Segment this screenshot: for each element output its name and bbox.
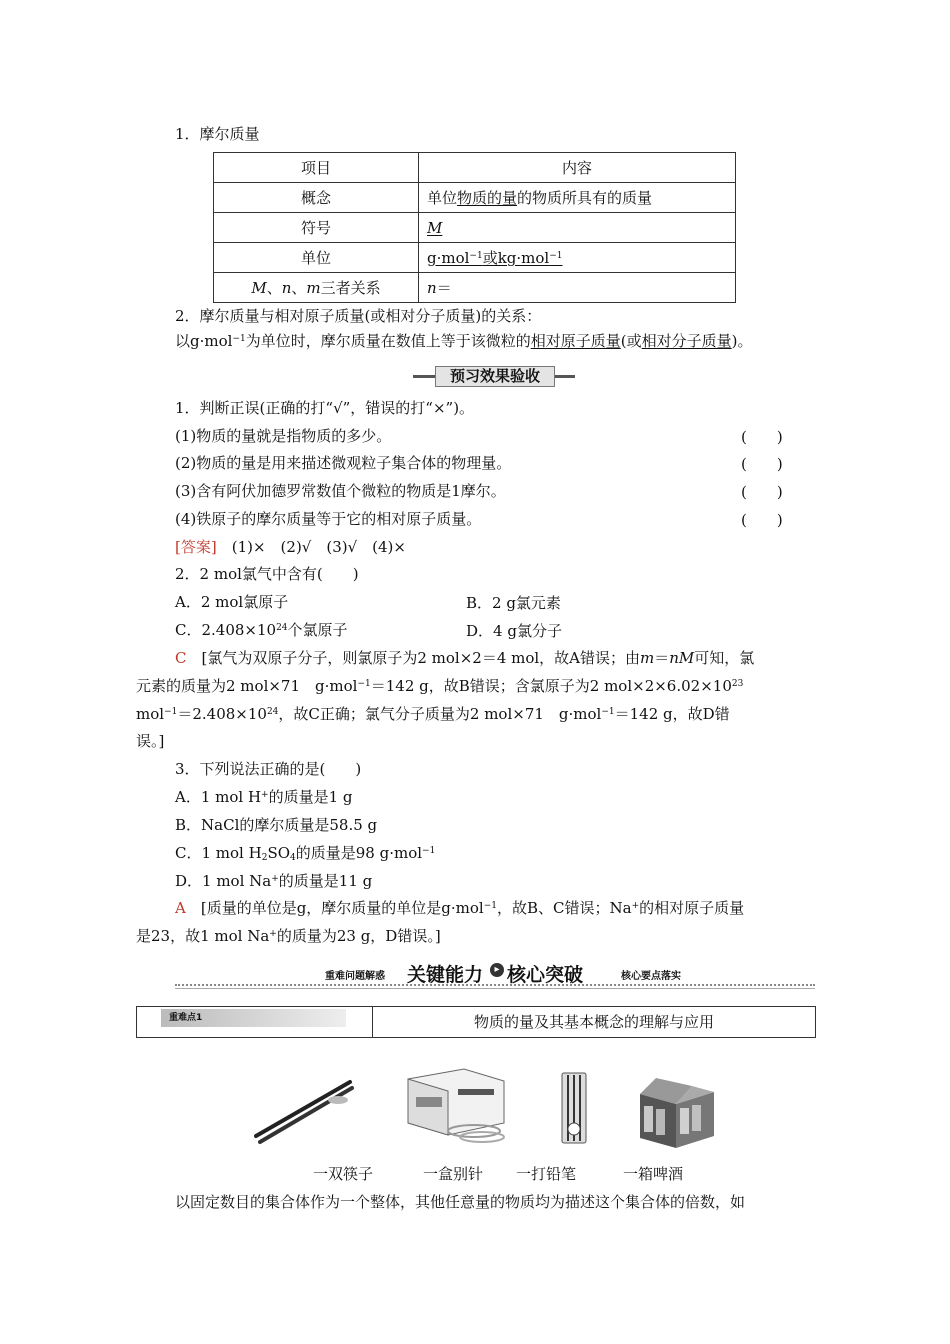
answer-label: [答案]	[175, 538, 217, 556]
q2-explanation-line: $mol^{-1}=2.408\times 10^{24}$，故C正确；氯气分子质量为2 mol×71 g·mol$^{-1}$＝142 g，故D错	[136, 705, 730, 723]
q2-explanation-line: 元素的质量为2 mol×71 g·mol$^{-1}$＝142 g，故B错误；含氯原子为2 $mol\times 2\times 6.02\times 10^{23}$	[136, 677, 744, 695]
q3-option-b: B．NaCl的摩尔质量是58.5 g	[175, 816, 378, 834]
q2-option-a: A．2 mol氯原子	[175, 593, 289, 611]
image-caption: 一打铅笔	[516, 1165, 577, 1183]
preview-banner	[413, 366, 575, 386]
table-row	[214, 153, 736, 183]
table-cell: 概念	[214, 183, 419, 213]
q1-item: (4)铁原子的摩尔质量等于它的相对原子质量。	[175, 510, 482, 528]
table-cell: g·mol$^{-1}$或kg·mol$^{-1}$	[419, 243, 736, 273]
table-cell: n＝	[419, 273, 736, 303]
header-right-label: 核心要点落实	[621, 971, 681, 982]
q1-stem: 1．判断正误(正确的打“√”，错误的打“×”)。	[175, 399, 475, 417]
image-caption: 一盒别针	[423, 1165, 484, 1183]
section-header	[175, 962, 815, 988]
table-row	[214, 273, 736, 303]
table-cell	[419, 213, 736, 243]
key-point-box	[136, 1006, 816, 1038]
q2-explanation-line: 误。]	[136, 732, 165, 750]
key-point-tab	[137, 1007, 373, 1037]
header-main-a: 关键能力	[407, 964, 484, 986]
answer-blank: ( )	[741, 455, 783, 473]
banner-title: 预习效果验收	[435, 366, 555, 387]
paper-clips-image	[404, 1067, 510, 1145]
q3-explanation-line: A [质量的单位是g，摩尔质量的单位是g·mol$^{-1}$，故B、C错误；Na+的相对原子质量	[175, 899, 745, 917]
chopsticks-image	[250, 1076, 355, 1146]
header-main-b: 核心突破	[507, 964, 584, 986]
table-cell: 符号	[214, 213, 419, 243]
answer-blank: ( )	[741, 428, 783, 446]
table-header-item: 项目	[214, 153, 419, 183]
table-row	[214, 243, 736, 273]
symbol-m: M	[427, 218, 443, 237]
table-cell: M、n、m三者关系	[214, 273, 419, 303]
q3-explanation-line: 是23，故1 mol Na+的质量为23 g，D错误。]	[136, 927, 441, 945]
beer-box-image	[636, 1074, 718, 1152]
q2-option-b: B．2 g氯元素	[466, 594, 561, 612]
q1-answer	[175, 537, 406, 557]
section2-heading: 2．摩尔质量与相对原子质量(或相对分子质量)的关系：	[175, 307, 542, 325]
header-rule	[175, 984, 815, 986]
molar-mass-table	[213, 152, 736, 303]
q3-stem: 3．下列说法正确的是( )	[175, 760, 362, 778]
key-point-title: 物质的量及其基本概念的理解与应用	[473, 1013, 714, 1031]
pencils-image	[559, 1069, 589, 1151]
q1-item: (1)物质的量就是指物质的多少。	[175, 427, 392, 445]
q2-explanation-line: C [氯气为双原子分子，则氯原子为2 mol×2＝4 mol，故A错误；由m＝nM可知，氯	[175, 649, 755, 667]
answer-text: (1)× (2)√ (3)√ (4)×	[231, 538, 406, 556]
q3-option-a: A．1 mol H+的质量是1 g	[175, 788, 353, 806]
arrow-icon: ▸	[490, 963, 504, 977]
image-caption: 一双筷子	[313, 1165, 374, 1183]
header-rule	[175, 988, 815, 989]
q2-option-c: C．$2.408\times 10^{24}$个氯原子	[175, 621, 348, 639]
key-point-tag: 重难点1	[161, 1009, 346, 1027]
table-row	[214, 213, 736, 243]
q3-option-d: D．1 mol Na+的质量是11 g	[175, 872, 373, 890]
section2-text: 以g·mol$^{-1}$为单位时，摩尔质量在数值上等于该微粒的相对原子质量(或相对分子质量)。	[175, 332, 753, 350]
table-cell: 单位	[214, 243, 419, 273]
bottom-paragraph: 以固定数目的集合体作为一个整体，其他任意量的物质均为描述这个集合体的倍数，如	[175, 1193, 746, 1211]
table-cell: 单位物质的量的物质所具有的质量	[419, 183, 736, 213]
q2-stem: 2．2 mol氯气中含有( )	[175, 565, 359, 583]
q1-item: (3)含有阿伏加德罗常数值个微粒的物质是1摩尔。	[175, 482, 506, 500]
table-row	[214, 183, 736, 213]
q1-item: (2)物质的量是用来描述微观粒子集合体的物理量。	[175, 454, 512, 472]
table-header-content: 内容	[419, 153, 736, 183]
q3-option-c: C．1 mol $H_2SO_4$的质量是98 g·mol$^{-1}$	[175, 844, 436, 863]
answer-blank: ( )	[741, 483, 783, 501]
answer-letter: C	[175, 649, 187, 667]
header-left-label: 重难问题解惑	[325, 971, 385, 982]
image-caption: 一箱啤酒	[623, 1165, 684, 1183]
q2-option-d: D．4 g氯分子	[466, 622, 562, 640]
section1-heading: 1．摩尔质量	[175, 125, 260, 143]
answer-blank: ( )	[741, 511, 783, 529]
answer-letter: A	[175, 899, 186, 917]
